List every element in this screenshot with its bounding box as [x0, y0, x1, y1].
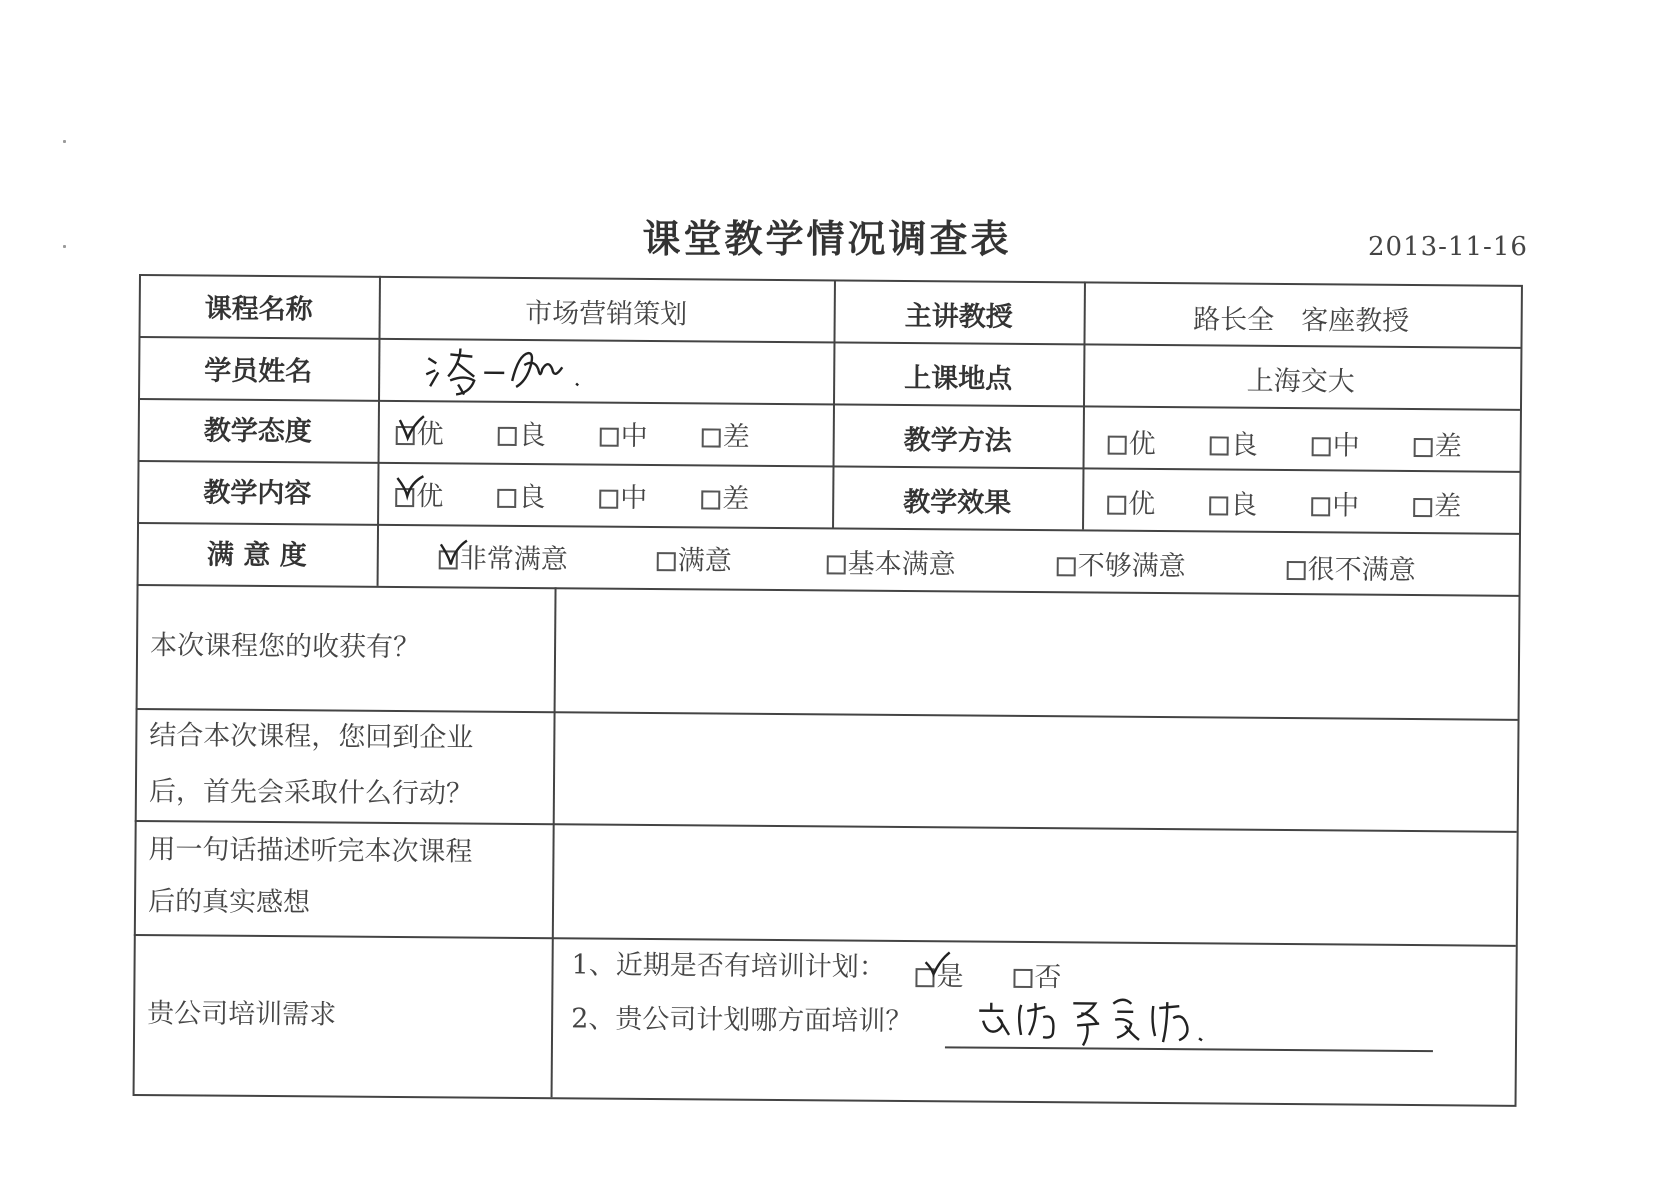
plan-option-no[interactable]: 否 — [1013, 955, 1061, 994]
teaching-attitude-label: 教学态度 — [203, 415, 312, 448]
checkbox[interactable] — [1287, 561, 1306, 580]
teaching-method-label: 教学方法 — [903, 425, 1012, 457]
content-option-excellent[interactable]: 优 — [395, 474, 443, 513]
checkbox[interactable] — [1312, 437, 1331, 456]
plan-option-yes[interactable]: 是 — [915, 954, 963, 993]
content-option-fair[interactable]: 中 — [599, 476, 647, 515]
effect-option-excellent[interactable]: 优 — [1107, 482, 1155, 521]
effect-option-fair[interactable]: 中 — [1311, 483, 1359, 522]
checkbox[interactable] — [657, 552, 676, 571]
checkbox[interactable] — [827, 555, 846, 574]
student-name-label: 学员姓名 — [204, 355, 313, 388]
effect-option-poor[interactable]: 差 — [1413, 484, 1461, 523]
answer-gain-area[interactable] — [556, 589, 1517, 717]
checkbox[interactable] — [1209, 496, 1228, 515]
checkbox[interactable] — [701, 490, 720, 509]
course-name-value: 市场营销策划 — [525, 298, 688, 331]
area-question: 2、贵公司计划哪方面培训？ — [571, 1003, 913, 1038]
question-feeling-line2: 后的真实感想 — [147, 886, 311, 919]
teaching-content-label: 教学内容 — [203, 477, 312, 510]
effect-option-good[interactable]: 良 — [1209, 482, 1257, 521]
checkbox[interactable] — [1107, 496, 1126, 515]
checkmark-icon — [923, 948, 953, 978]
answer-action-area[interactable] — [555, 713, 1516, 829]
checkbox[interactable] — [1414, 438, 1433, 457]
checkmark-icon — [395, 472, 425, 502]
checkmark-icon — [398, 412, 428, 442]
location-value: 上海交大 — [1246, 365, 1355, 398]
checkbox[interactable] — [498, 427, 517, 446]
form-date: 2013-11-16 — [1368, 232, 1528, 262]
area-answer-handwriting — [973, 981, 1274, 1053]
course-name-label: 课程名称 — [204, 293, 313, 326]
satisfaction-option-very-dissatisfied[interactable]: 很不满意 — [1287, 547, 1416, 587]
satisfaction-option-satisfied[interactable]: 满意 — [657, 538, 732, 578]
plan-question: 1、近期是否有培训计划： — [571, 949, 886, 983]
checkbox[interactable] — [1311, 497, 1330, 516]
checkbox[interactable] — [1210, 436, 1229, 455]
question-action-line1: 结合本次课程，您回到企业 — [149, 720, 474, 754]
content-option-poor[interactable]: 差 — [701, 476, 749, 515]
checkbox[interactable] — [600, 428, 619, 447]
content-option-good[interactable]: 良 — [497, 475, 545, 514]
satisfaction-option-very-satisfied[interactable]: 非常满意 — [439, 536, 568, 576]
checkbox[interactable] — [599, 490, 618, 509]
checkbox[interactable] — [702, 428, 721, 447]
satisfaction-option-not-satisfied[interactable]: 不够满意 — [1057, 543, 1186, 583]
checkbox[interactable] — [1057, 557, 1076, 576]
attitude-option-poor[interactable]: 差 — [702, 414, 750, 453]
teaching-effect-label: 教学效果 — [903, 487, 1012, 519]
question-gain: 本次课程您的收获有？ — [149, 630, 421, 664]
survey-form — [133, 274, 1521, 1105]
method-option-good[interactable]: 良 — [1210, 422, 1258, 461]
satisfaction-option-basically-satisfied[interactable]: 基本满意 — [827, 541, 956, 581]
scan-speck — [63, 140, 66, 143]
method-option-fair[interactable]: 中 — [1312, 423, 1360, 462]
location-label: 上课地点 — [904, 363, 1013, 395]
question-action-line2: 后，首先会采取什么行动？ — [148, 776, 474, 810]
method-option-poor[interactable]: 差 — [1414, 424, 1462, 463]
attitude-option-fair[interactable]: 中 — [600, 414, 648, 453]
question-feeling-line1: 用一句话描述听完本次课程 — [148, 834, 473, 868]
form-title: 课堂教学情况调查表 — [642, 217, 1012, 261]
satisfaction-label: 满 意 度 — [206, 539, 307, 572]
training-needs-label: 贵公司培训需求 — [147, 998, 337, 1031]
attitude-option-good[interactable]: 良 — [498, 413, 546, 452]
professor-label: 主讲教授 — [904, 301, 1013, 333]
checkbox[interactable] — [497, 489, 516, 508]
checkbox[interactable] — [1413, 498, 1432, 517]
method-option-excellent[interactable]: 优 — [1108, 422, 1156, 461]
student-name-handwriting — [420, 340, 620, 402]
checkbox[interactable] — [1108, 436, 1127, 455]
answer-feeling-area[interactable] — [554, 825, 1515, 943]
professor-value: 路长全 客座教授 — [1193, 304, 1410, 337]
attitude-option-excellent[interactable]: 优 — [396, 412, 444, 451]
checkmark-icon — [439, 536, 469, 568]
